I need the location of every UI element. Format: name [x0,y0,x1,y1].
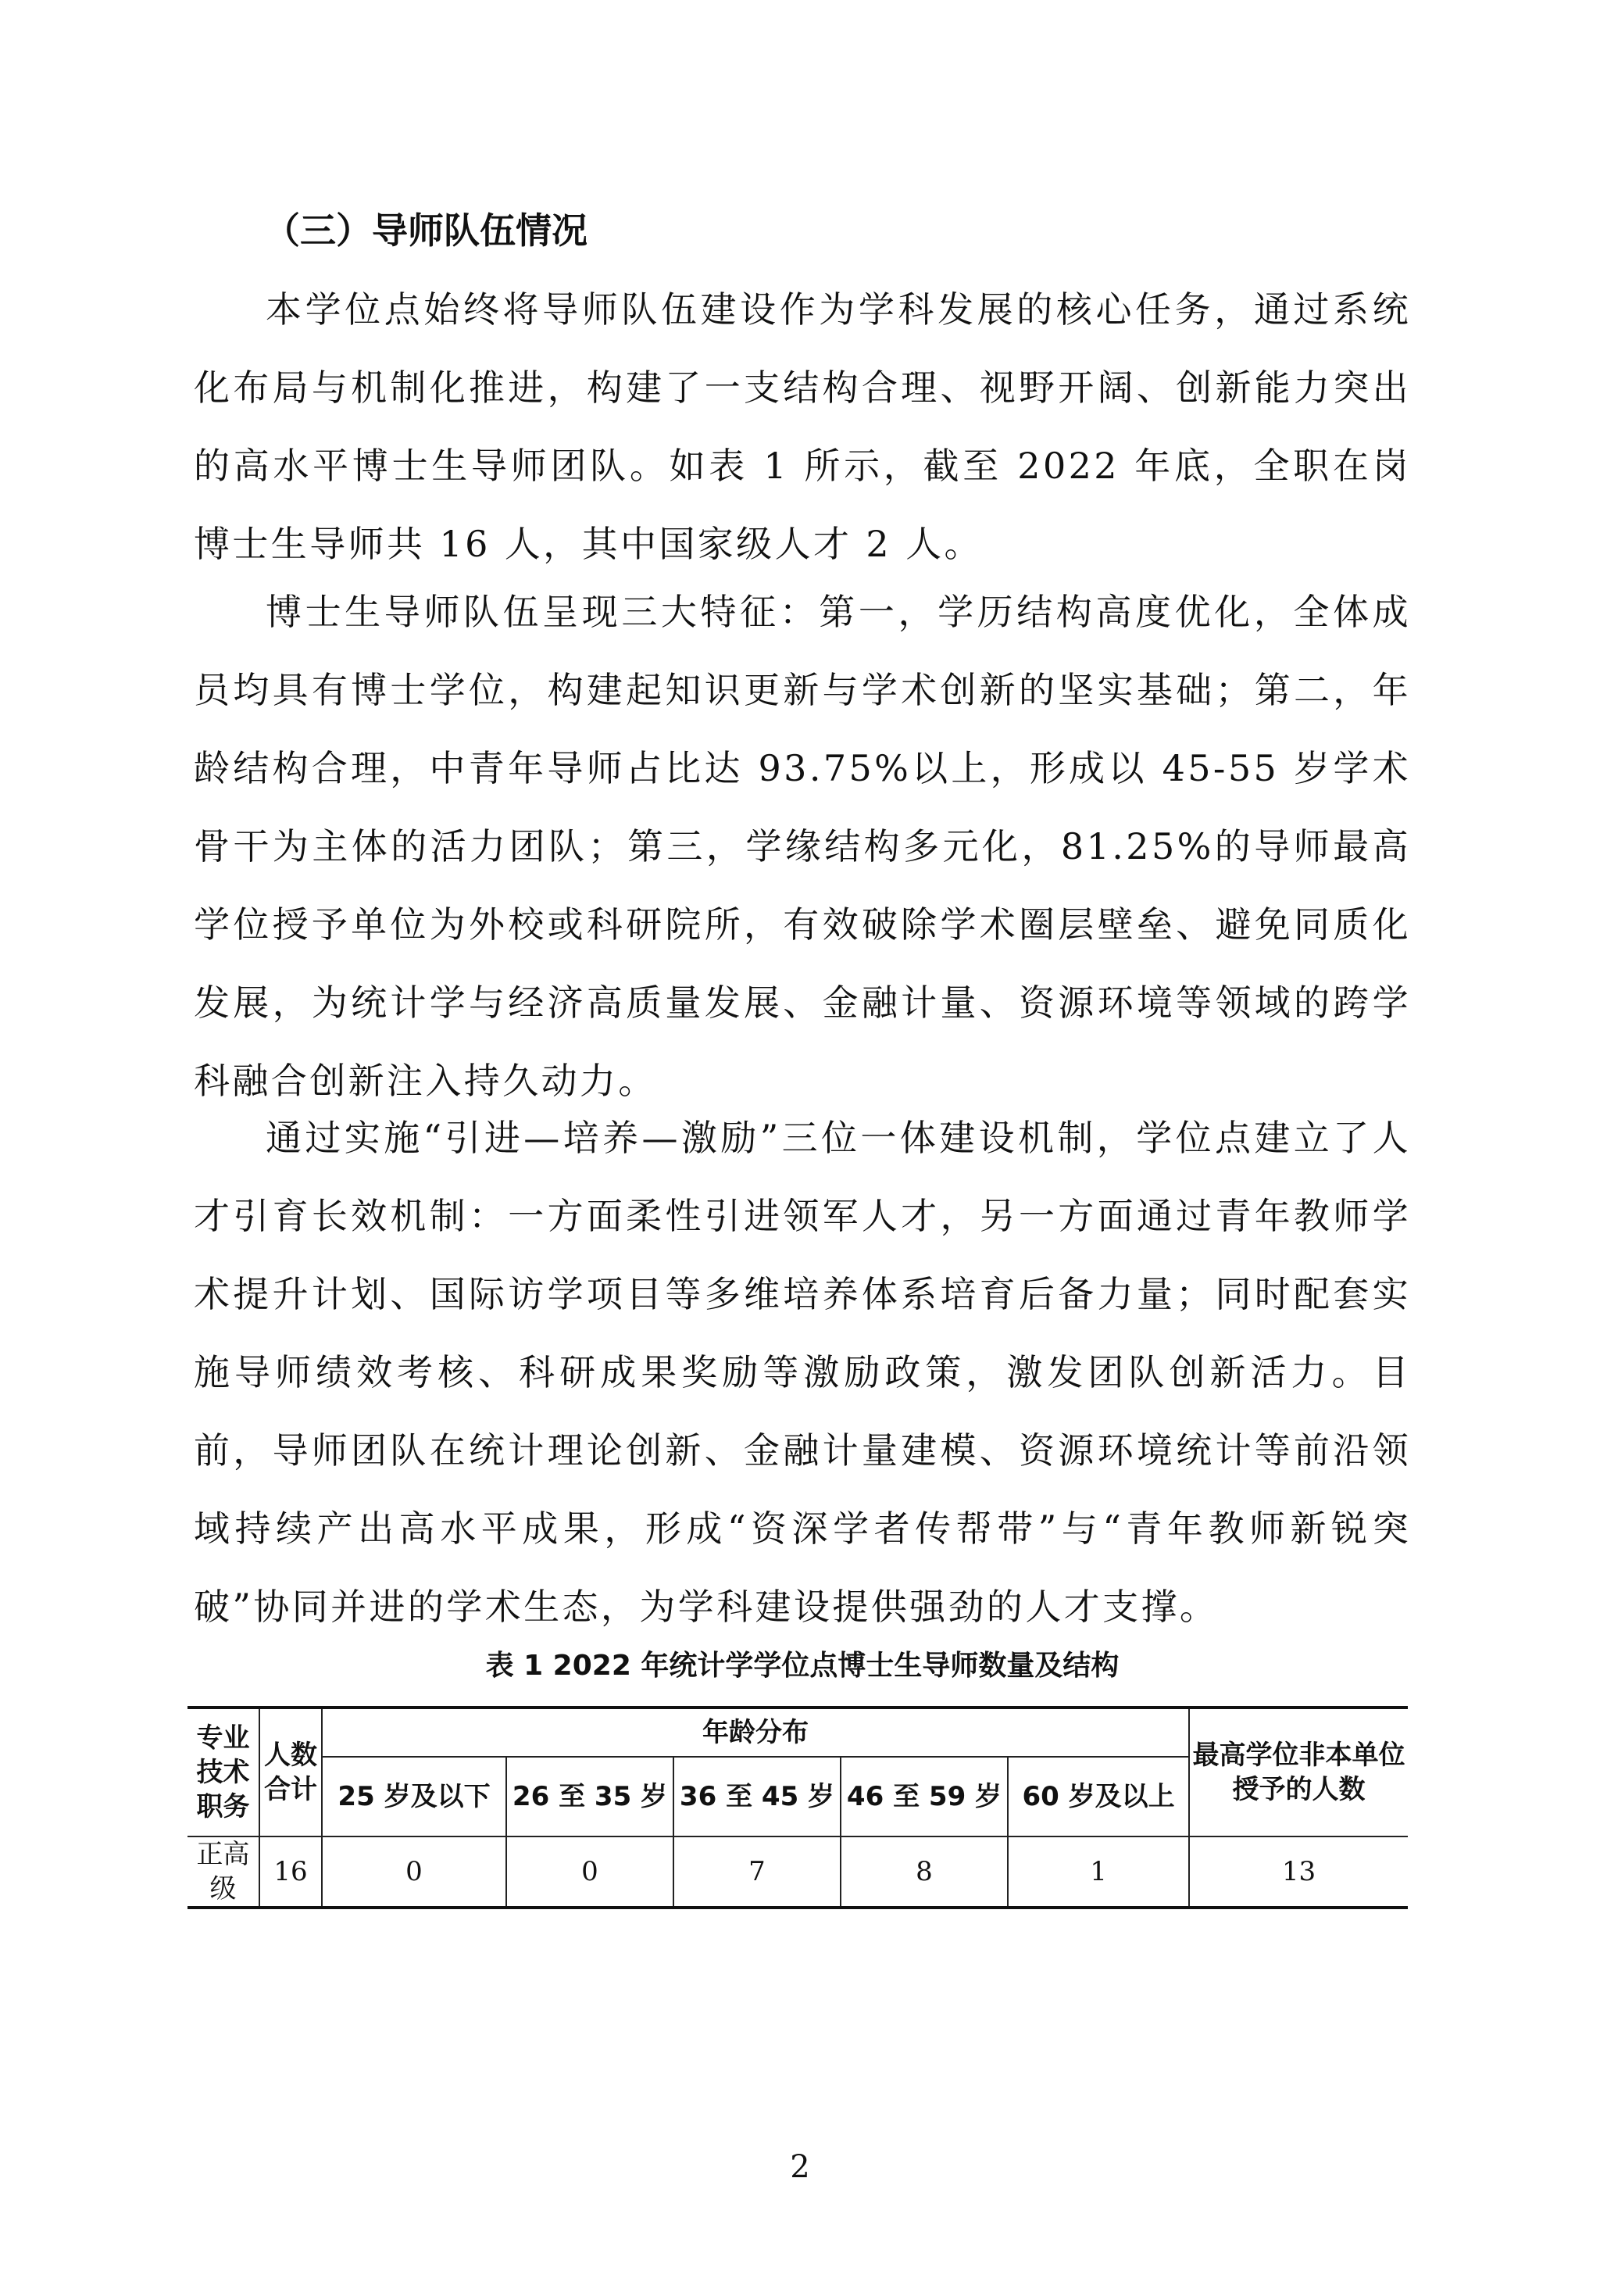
cell-age-count: 0 [322,1836,506,1908]
header-title: 专业技术职务 [188,1708,259,1836]
cell-age-count: 1 [1008,1836,1189,1908]
cell-age-count: 7 [673,1836,841,1908]
paragraph-features: 博士生导师队伍呈现三大特征：第一，学历结构高度优化，全体成员均具有博士学位，构建起知识更新与学术创新的坚实基础；第二，年龄结构合理，中青年导师占比达 93.75%以上，形成以 45-55 岁学术骨干为主体的活力团队；第三，学缘结构多元化，81.25%的导师最高学位授予单位为外校或科研院所，有效破除学术圈层壁垒、避免同质化发展，为统计学与经济高质量发展、金融计量、资源环境等领域的跨学科融合创新注入持久动力。 [194,591,1411,1102]
cell-total: 16 [259,1836,322,1908]
table-row [188,1836,1408,1908]
cell-external-degree: 13 [1189,1836,1408,1908]
section-heading: （三）导师队伍情况 [264,209,588,252]
table-caption: 表 1 2022 年统计学学位点博士生导师数量及结构 [485,1650,1120,1682]
header-age-distribution: 年龄分布 [322,1708,1189,1757]
paragraph-intro: 本学位点始终将导师队伍建设作为学科发展的核心任务，通过系统化布局与机制化推进，构建了一支结构合理、视野开阔、创新能力突出的高水平博士生导师团队。如表 1 所示，截至 2022 年底，全职在岗博士生导师共 16 人，其中国家级人才 2 人。 [194,288,1411,565]
cell-age-count: 8 [841,1836,1008,1908]
header-age-range: 60 岁及以上 [1008,1757,1189,1836]
header-age-range: 36 至 45 岁 [673,1757,841,1836]
page-number: 2 [790,2149,810,2185]
table-header-row [188,1708,1408,1757]
cell-age-count: 0 [506,1836,673,1908]
tutor-structure-table-wrapper [188,1706,1408,1909]
header-external-degree: 最高学位非本单位授予的人数 [1189,1708,1408,1836]
paragraph-mechanism: 通过实施“引进—培养—激励”三位一体建设机制，学位点建立了人才引育长效机制：一方面柔性引进领军人才，另一方面通过青年教师学术提升计划、国际访学项目等多维培养体系培育后备力量；同时配套实施导师绩效考核、科研成果奖励等激励政策，激发团队创新活力。目前，导师团队在统计理论创新、金融计量建模、资源环境统计等前沿领域持续产出高水平成果，形成“资深学者传帮带”与“青年教师新锐突破”协同并进的学术生态，为学科建设提供强劲的人才支撑。 [194,1117,1411,1628]
header-age-range: 25 岁及以下 [322,1757,506,1836]
header-total: 人数合计 [259,1708,322,1836]
header-age-range: 26 至 35 岁 [506,1757,673,1836]
cell-title: 正高级 [188,1836,259,1908]
header-age-range: 46 至 59 岁 [841,1757,1008,1836]
tutor-structure-table [188,1706,1408,1909]
